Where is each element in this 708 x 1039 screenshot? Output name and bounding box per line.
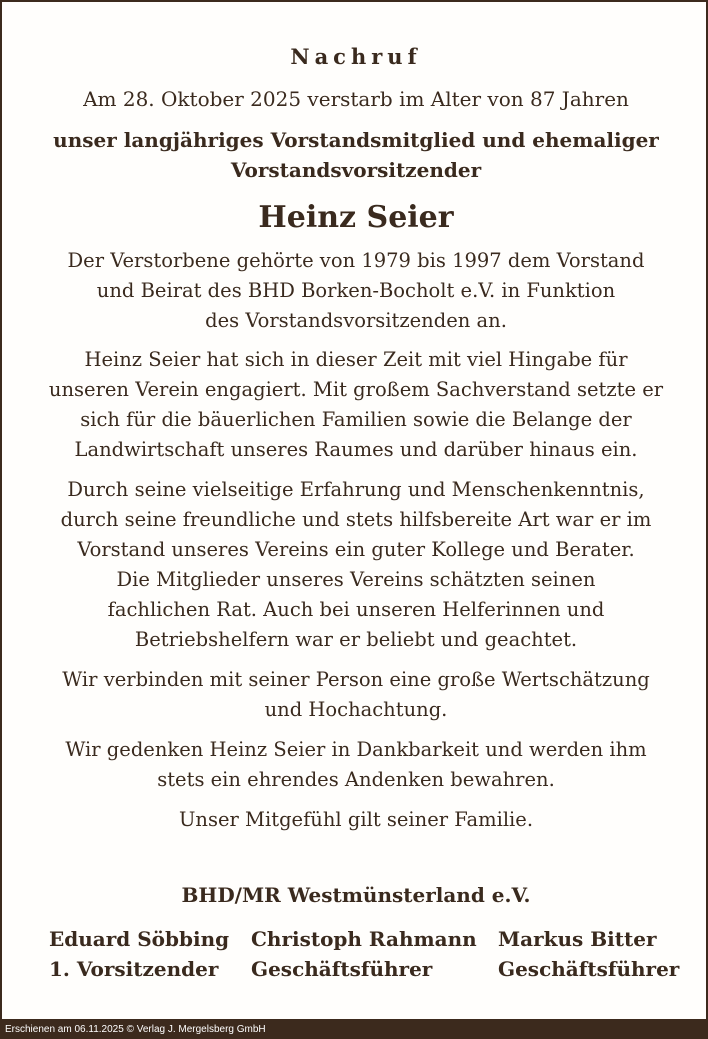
text-line: Die Mitglieder unseres Vereins schätzten seinen — [116, 568, 596, 591]
paragraph-tenure — [2, 246, 708, 336]
paragraph-character — [2, 475, 708, 655]
notice-intro: Am 28. Oktober 2025 verstarb im Alter von 87 Jahren — [83, 87, 629, 111]
text-line: Wir verbinden mit seiner Person eine große Wertschätzung — [62, 668, 650, 691]
signatory — [49, 924, 229, 984]
signatory — [251, 924, 477, 984]
text-line: fachlichen Rat. Auch bei unseren Helferinnen und — [107, 598, 605, 621]
text-line: und Beirat des BHD Borken-Bocholt e.V. in Funktion — [96, 279, 616, 302]
text-line: und Hochachtung. — [264, 698, 448, 721]
signatory-name: Markus Bitter — [498, 927, 657, 951]
paragraph-condolence — [2, 805, 708, 835]
notice-role — [2, 125, 708, 185]
signatory-title: 1. Vorsitzender — [49, 957, 219, 981]
text-line: sich für die bäuerlichen Familien sowie die Belange der — [80, 408, 632, 431]
paragraph-engagement — [2, 345, 708, 465]
paragraph-remembrance — [2, 735, 708, 795]
text-line: Betriebshelfern war er beliebt und geachtet. — [134, 628, 578, 651]
text-line: unseren Verein engagiert. Mit großem Sachverstand setzte er — [48, 378, 664, 401]
text-line: stets ein ehrendes Andenken bewahren. — [157, 768, 555, 791]
signatory-title: Geschäftsführer — [251, 957, 433, 981]
text-line: des Vorstandsvorsitzenden an. — [205, 309, 507, 332]
text-line: Durch seine vielseitige Erfahrung und Menschenkenntnis, — [67, 478, 645, 501]
signatory — [498, 924, 679, 984]
paragraph-appreciation — [2, 665, 708, 725]
text-line: Landwirtschaft unseres Raumes und darüber hinaus ein. — [74, 438, 638, 461]
signatory-name: Eduard Söbbing — [49, 927, 230, 951]
text-line: Unser Mitgefühl gilt seiner Familie. — [178, 808, 534, 831]
role-line: unser langjähriges Vorstandsmitglied und ehemaliger — [53, 128, 659, 152]
publication-footer — [0, 1021, 708, 1039]
footer-text: Erschienen am 06.11.2025 © Verlag J. Mergelsberg GmbH — [5, 1024, 266, 1035]
text-line: Heinz Seier hat sich in dieser Zeit mit viel Hingabe für — [84, 348, 628, 371]
text-line: durch seine freundliche und stets hilfsbereite Art war er im — [60, 508, 652, 531]
role-line: Vorstandsvorsitzender — [230, 158, 482, 182]
text-line: Der Verstorbene gehörte von 1979 bis 1997 dem Vorstand — [67, 249, 645, 272]
text-line: Vorstand unseres Vereins ein guter Kollege und Berater. — [77, 538, 635, 561]
signatory-name: Christoph Rahmann — [251, 927, 477, 951]
deceased-name: Heinz Seier — [258, 200, 454, 235]
organization-name: BHD/MR Westmünsterland e.V. — [181, 883, 531, 907]
signatory-title: Geschäftsführer — [498, 957, 680, 981]
notice-title: Nachruf — [290, 44, 422, 69]
text-line: Wir gedenken Heinz Seier in Dankbarkeit und werden ihm — [65, 738, 647, 761]
